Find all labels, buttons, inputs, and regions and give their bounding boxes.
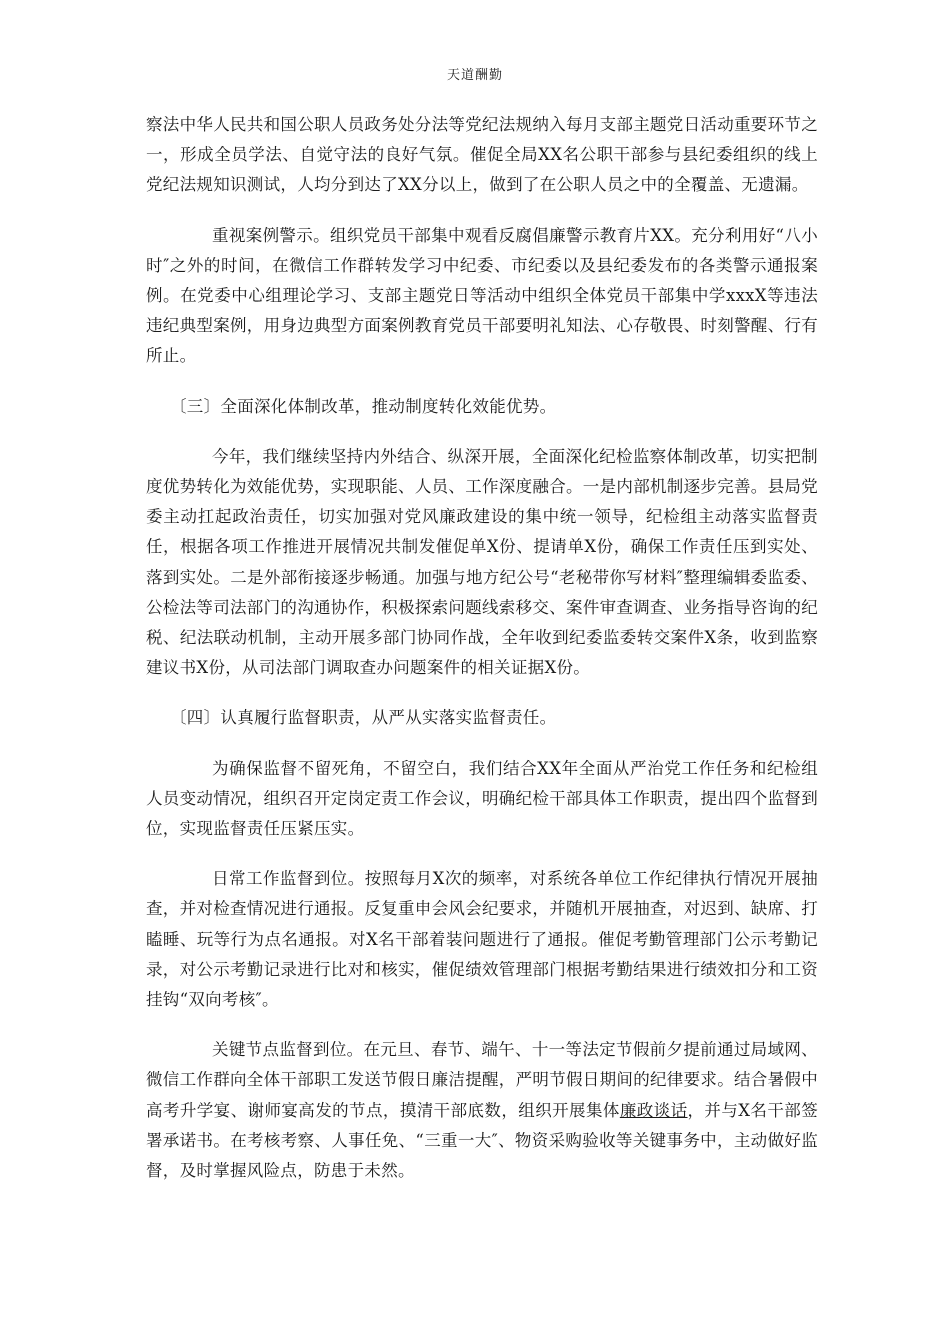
integrity-talk-link[interactable]: 廉政谈话 (619, 1100, 688, 1120)
section-heading-three: 〔三〕全面深化体制改革，推动制度转化效能优势。 (170, 396, 557, 416)
paragraph-daily-supervision: 日常工作监督到位。按照每月X次的频率，对系统各单位工作纪律执行情况开展抽查，并对检查情况进行通报。反复重申会风会纪要求，并随机开展抽查，对迟到、缺席、打瞌睡、玩等行为点名通报。对X名干部着装问题进行了通报。催促考勤管理部门公示考勤记录，对公示考勤记录进行比对和核实，催促绩效管理部门根据考勤结果进行绩效扣分和工资挂钩“双向考核″。 (146, 869, 818, 1010)
paragraph-case-warning: 重视案例警示。组织党员干部集中观看反腐倡廉警示教育片XX。充分利用好“八小时″之外的时间，在微信工作群转发学习中纪委、市纪委以及县纪委发布的各类警示通报案例。在党委中心组理论学习、支部主题党日等活动中组织全体党员干部集中学xxxX等违法违纪典型案例，用身边典型方面案例教育党员干部要明礼知法、心存敬畏、时刻警醒、行有所止。 (146, 225, 818, 366)
key-node-text-before: 关键节点监督到位。在元旦、春节、端午、十一等法定节假前夕提前通过局域网、微信工作群向全体干部职工发送节假日廉洁提醒，严明节假日期间的纪律要求。结合暑假中高考升学宴、谢师宴高发的节点，摸清干部底数，组织开展集体 (146, 1040, 818, 1120)
section-heading-four: 〔四〕认真履行监督职责，从严从实落实监督责任。 (170, 708, 557, 728)
page-header: 天道酬勤 (446, 68, 503, 83)
document-body (146, 110, 818, 1206)
paragraph-system-reform: 今年，我们继续坚持内外结合、纵深开展，全面深化纪检监察体制改革，切实把制度优势转化为效能优势，实现职能、人员、工作深度融合。一是内部机制逐步完善。县局党委主动扛起政治责任，切实加强对党风廉政建设的集中统一领导，纪检组主动落实监督责任，根据各项工作推进开展情况共制发催促单X份、提请单X份，确保工作责任压到实处、落到实处。二是外部衔接逐步畅通。加强与地方纪公号“老秘带你写材料″整理编辑委监委、公检法等司法部门的沟通协作，积极探索问题线索移交、案件审查调查、业务指导咨询的纪税、纪法联动机制，主动开展多部门协同作战，全年收到纪委监委转交案件X条，收到监察建议书X份，从司法部门调取查办问题案件的相关证据X份。 (146, 446, 818, 678)
paragraph-continuation: 察法中华人民共和国公职人员政务处分法等党纪法规纳入每月支部主题党日活动重要环节之一，形成全员学法、自觉守法的良好气氛。催促全局XX名公职干部参与县纪委组织的线上党纪法规知识测试，人均分到达了XX分以上，做到了在公职人员之中的全覆盖、无遗漏。 (146, 115, 818, 195)
key-node-text-after: ，并与X名干部签署承诺书。在考核考察、人事任免、“三重一大″、物资采购验收等关键事务中，主动做好监督，及时掌握风险点，防患于未然。 (146, 1100, 818, 1181)
paragraph-supervision-duty: 为确保监督不留死角，不留空白，我们结合XX年全面从严治党工作任务和纪检组人员变动情况，组织召开定岗定责工作会议，明确纪检干部具体工作职责，提出四个监督到位，实现监督责任压紧压实。 (146, 758, 818, 839)
paragraph-key-node-supervision (146, 1035, 818, 1186)
